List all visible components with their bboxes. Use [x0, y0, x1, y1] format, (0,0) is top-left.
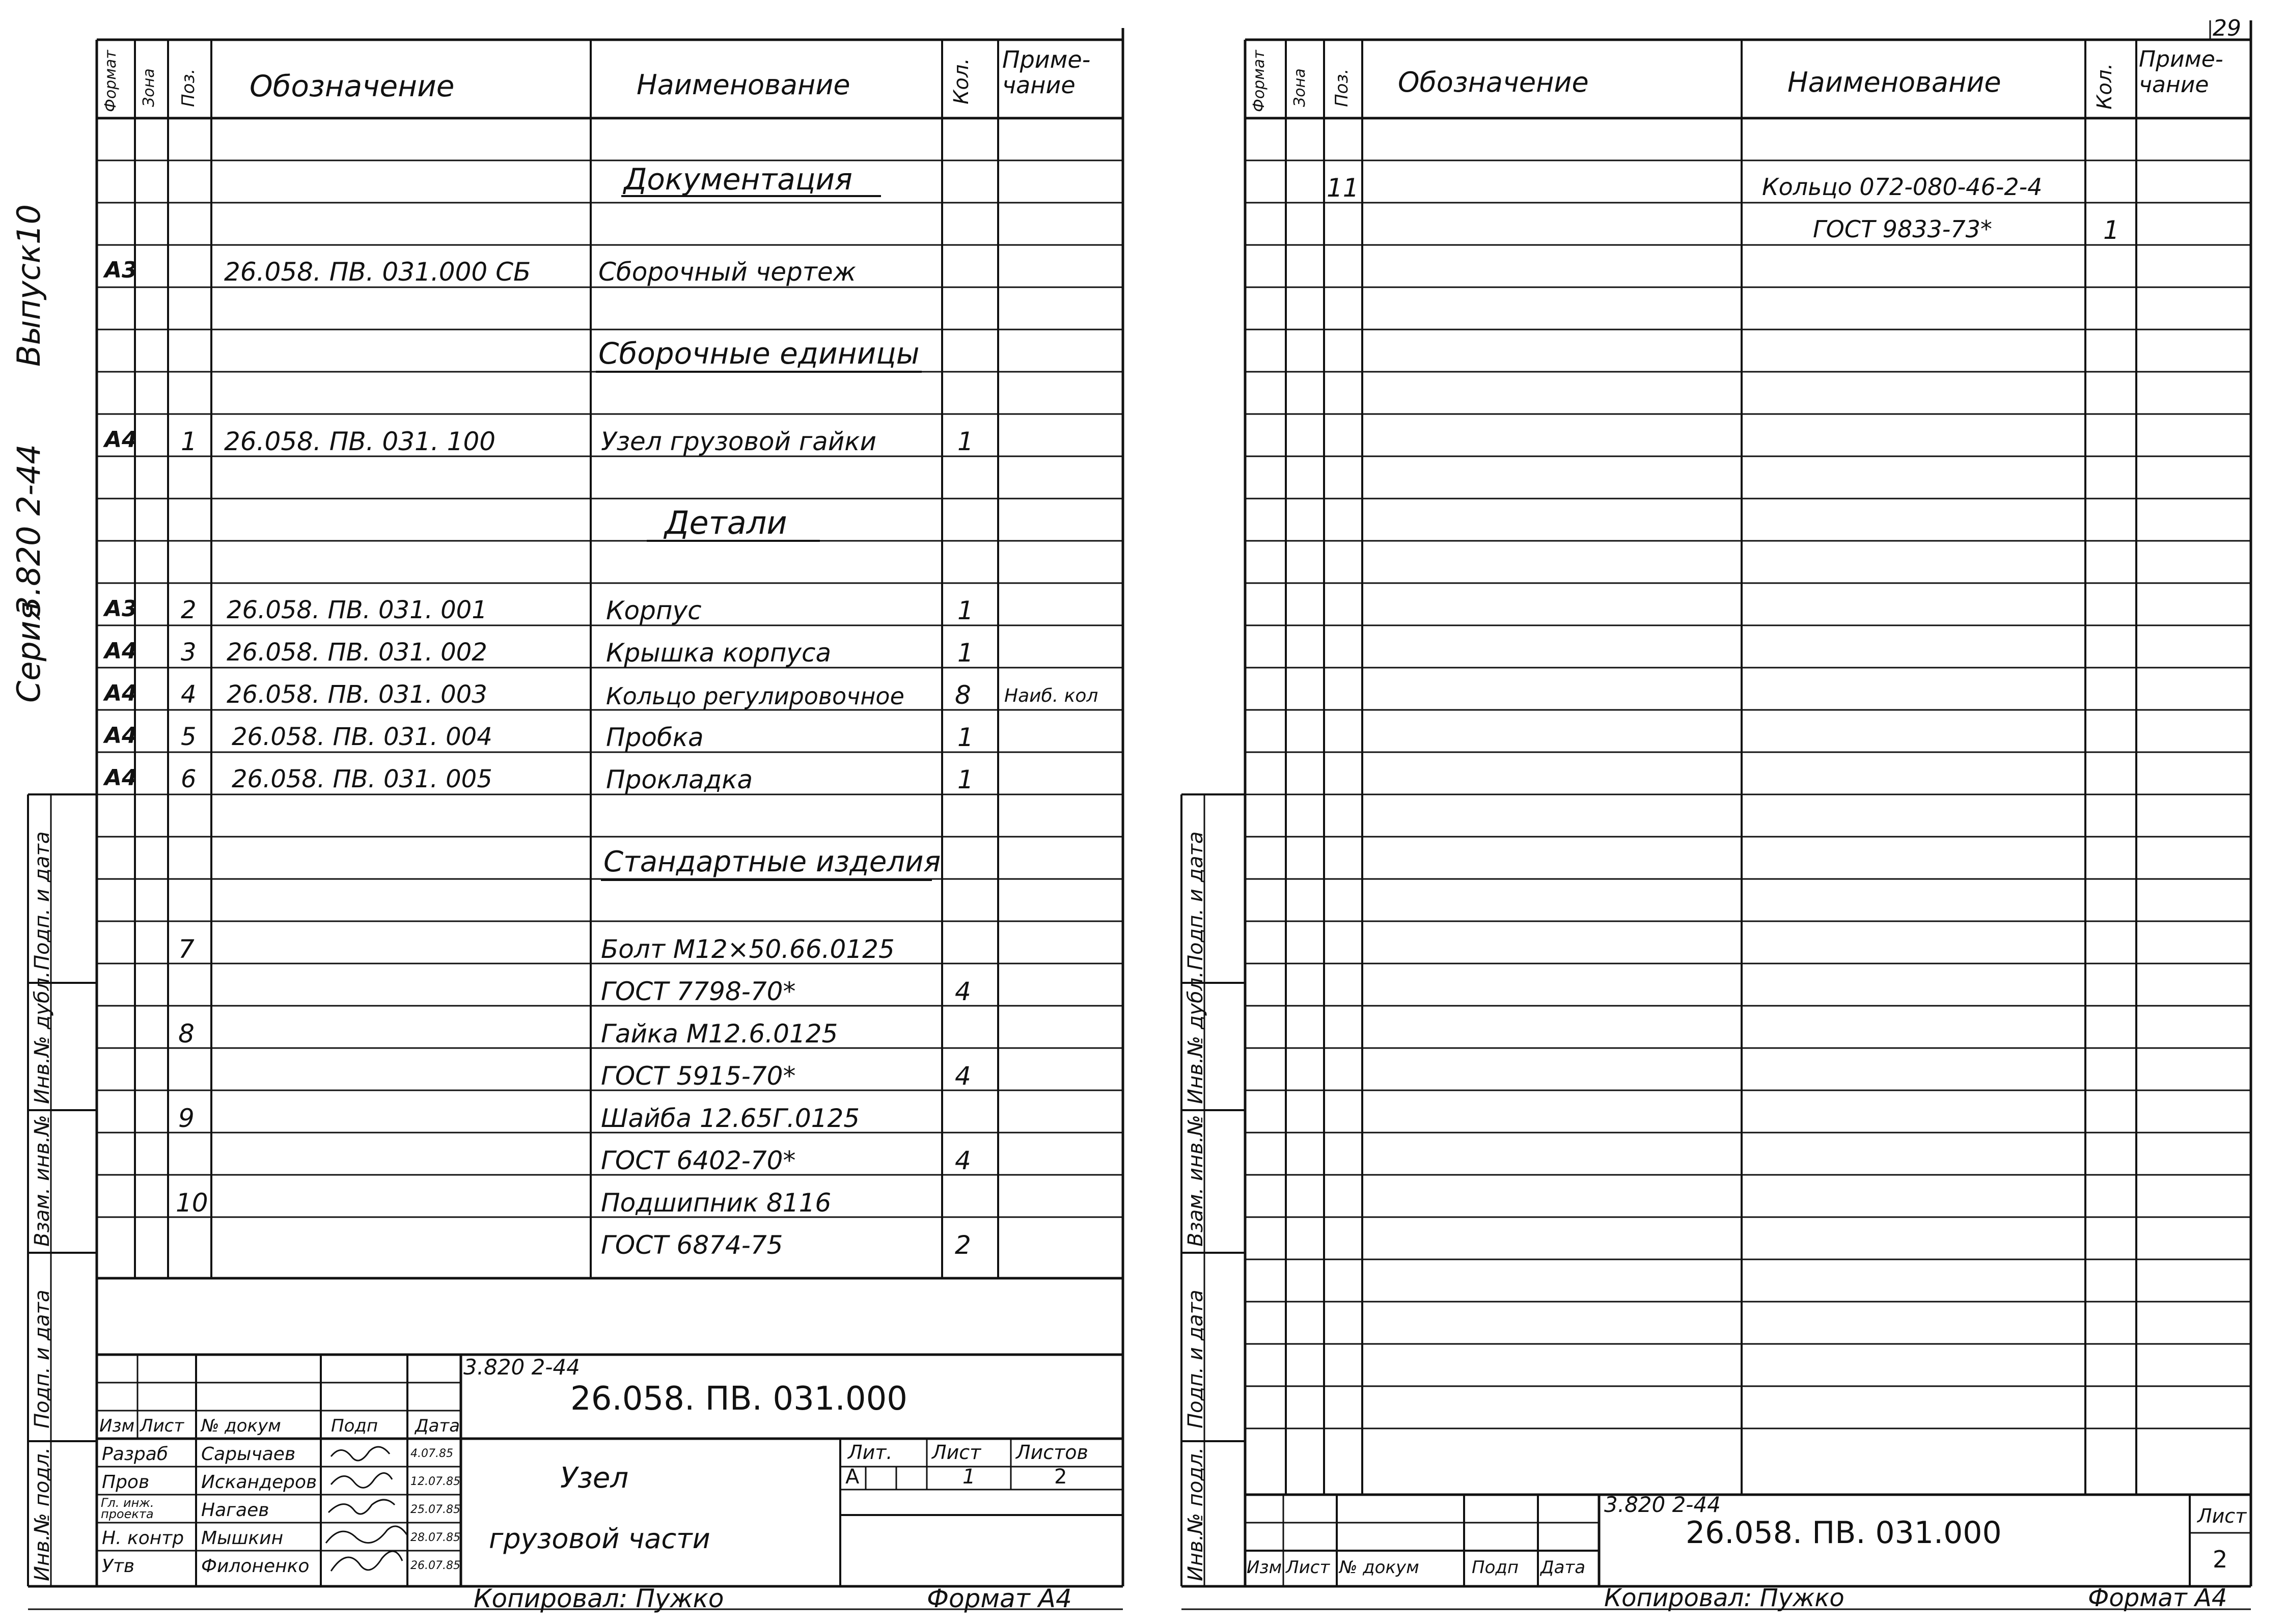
title-block-person: Мышкин	[201, 1528, 284, 1549]
title-block-role: Разраб	[102, 1444, 169, 1465]
issue-value: 10	[10, 204, 47, 244]
title-block-role: Утв	[102, 1556, 135, 1577]
strip2-field-dup-inv: Инв.№ дубл.	[1184, 971, 1207, 1104]
col2-header-pos: Поз.	[1332, 68, 1352, 107]
section-title-parts: Детали	[665, 504, 787, 541]
title-block-role: Гл. инж. проекта	[101, 1496, 154, 1521]
row-qty: 1	[957, 765, 974, 794]
col-header-qty: Кол.	[950, 58, 973, 104]
title-block-sheet-label: Лист	[932, 1441, 981, 1464]
row-pos: 4	[181, 680, 197, 709]
title-block-role: Пров	[102, 1472, 150, 1493]
title-block-sheets-label: Листов	[1016, 1441, 1088, 1464]
title-block-person: Сарычаев	[201, 1444, 296, 1465]
title-block-date: 26.07.85	[410, 1559, 460, 1572]
title-block-header-date: Дата	[415, 1416, 460, 1436]
row-qty: 2	[955, 1230, 971, 1260]
row-name: ГОСТ 7798-70*	[601, 977, 796, 1006]
row-name: Шайба 12.65Г.0125	[601, 1104, 860, 1133]
title-block-series-code: 3.820 2-44	[463, 1355, 580, 1380]
row-format: А4	[104, 765, 137, 791]
col2-header-name: Наименование	[1787, 66, 2001, 98]
row-qty: 4	[955, 1146, 971, 1175]
title-block-person: Искандеров	[201, 1472, 317, 1493]
strip-field-sign-date-1: Подп. и дата	[31, 831, 54, 970]
row-designation: 26.058. ПВ. 031.000 СБ	[224, 257, 531, 287]
sheet2-row-qty: 1	[2103, 215, 2119, 245]
row-name: Сборочный чертеж	[598, 257, 856, 287]
col2-header-qty: Кол.	[2093, 63, 2116, 109]
title-block-person: Нагаев	[201, 1500, 269, 1521]
strip-field-orig-inv: Инв.№ подл.	[31, 1447, 54, 1581]
series-label: Серия	[10, 601, 47, 703]
row-name: Болт М12×50.66.0125	[601, 934, 895, 964]
title-block-header-sign: Подп	[331, 1416, 378, 1436]
sheet2-series-code: 3.820 2-44	[1604, 1492, 1721, 1517]
row-format: А4	[104, 680, 137, 706]
footer-format: Формат А4	[927, 1584, 1072, 1613]
section-title-assembly-units: Сборочные единицы	[598, 336, 920, 371]
title-block-date: 4.07.85	[410, 1447, 453, 1460]
row-name: Прокладка	[606, 765, 753, 794]
col-header-format: Формат	[102, 50, 120, 112]
row-qty: 4	[955, 977, 971, 1006]
strip2-field-sign-date-1: Подп. и дата	[1184, 831, 1207, 970]
row-qty: 8	[955, 680, 971, 710]
row-pos: 1	[181, 427, 197, 456]
title-block-date: 28.07.85	[410, 1531, 460, 1544]
row-name: Узел грузовой гайки	[601, 427, 876, 456]
title-block-header-izm: Изм	[99, 1416, 135, 1436]
strip2-field-orig-inv: Инв.№ подл.	[1184, 1447, 1207, 1581]
row-designation: 26.058. ПВ. 031. 003	[227, 680, 487, 709]
title-block-sheet-value: 1	[962, 1465, 976, 1489]
row-designation: 26.058. ПВ. 031. 005	[232, 765, 492, 793]
title-block-header-doc: № докум	[201, 1416, 281, 1436]
series-value: 3.820 2-44	[10, 444, 47, 616]
title-block-role: Н. контр	[102, 1528, 184, 1549]
strip-field-replace-inv: Взам. инв.№	[31, 1115, 54, 1247]
row-pos: 7	[178, 934, 195, 964]
row-name: Корпус	[606, 596, 702, 625]
row-name: Крышка корпуса	[606, 638, 832, 668]
row-name: ГОСТ 5915-70*	[601, 1061, 796, 1091]
row-designation: 26.058. ПВ. 031. 004	[232, 723, 492, 751]
row-format: А4	[104, 638, 137, 664]
col2-header-zone: Зона	[1291, 68, 1309, 107]
title-block-lit-value: А	[845, 1465, 860, 1489]
row-designation: 26.058. ПВ. 031. 100	[224, 427, 496, 456]
col-header-designation: Обозначение	[250, 69, 455, 103]
strip2-field-replace-inv: Взам. инв.№	[1184, 1115, 1207, 1247]
col2-header-format: Формат	[1250, 50, 1268, 112]
footer2-format: Формат А4	[2088, 1584, 2227, 1612]
title-block-header-list: Лист	[140, 1416, 184, 1436]
footer2-copied-by: Копировал: Пужко	[1604, 1584, 1844, 1612]
title-block-person: Филоненко	[201, 1556, 310, 1577]
row-format: А4	[104, 427, 137, 453]
col-header-zone: Зона	[140, 68, 158, 107]
title-block-lit-label: Лит.	[848, 1441, 893, 1464]
row-name: ГОСТ 6402-70*	[601, 1146, 796, 1175]
title-block-document-code: 26.058. ПВ. 031.000	[570, 1380, 907, 1418]
row-format: А3	[104, 596, 137, 622]
sheet2-sheet-label: Лист	[2197, 1505, 2247, 1527]
sheet2-header-doc: № докум	[1339, 1557, 1419, 1578]
sheet2-row-name: ГОСТ 9833-73*	[1813, 215, 1992, 243]
row-qty: 1	[957, 638, 974, 668]
col-header-pos: Поз.	[178, 68, 199, 107]
row-format: А4	[104, 723, 137, 749]
sheet2-row-name: Кольцо 072-080-46-2-4	[1762, 173, 2043, 201]
row-qty: 1	[957, 596, 974, 625]
row-pos: 3	[181, 638, 197, 667]
row-pos: 6	[181, 765, 197, 793]
col-header-note: Приме-чание	[1002, 46, 1091, 99]
sheet2-header-sign: Подп	[1472, 1557, 1519, 1578]
row-name: Пробка	[606, 723, 704, 752]
col2-header-note: Приме-чание	[2139, 46, 2223, 98]
row-pos: 10	[176, 1188, 208, 1218]
strip-field-dup-inv: Инв.№ дубл.	[31, 971, 54, 1104]
sheet2-sheet-value: 2	[2213, 1546, 2228, 1573]
section-title-documentation: Документация	[624, 162, 852, 197]
row-qty: 1	[957, 723, 974, 752]
col2-header-designation: Обозначение	[1398, 66, 1589, 98]
row-pos: 2	[181, 596, 197, 624]
issue-label: Выпуск	[10, 244, 47, 367]
row-name: Подшипник 8116	[601, 1188, 832, 1218]
strip-field-sign-date-2: Подп. и дата	[31, 1289, 54, 1428]
title-block-title-line2: грузовой части	[489, 1523, 710, 1555]
row-name: Гайка М12.6.0125	[601, 1019, 838, 1049]
page-number: 29	[2213, 15, 2241, 41]
title-block-sheets-value: 2	[1054, 1465, 1067, 1489]
row-note: Наиб. кол	[1004, 685, 1098, 706]
row-pos: 8	[178, 1019, 195, 1049]
title-block-date: 12.07.85	[410, 1475, 460, 1488]
row-name: Кольцо регулировочное	[606, 682, 904, 710]
title-block-date: 25.07.85	[410, 1503, 460, 1516]
row-pos: 5	[181, 723, 197, 751]
row-name: ГОСТ 6874-75	[601, 1230, 783, 1260]
sheet2-header-izm: Изм	[1247, 1557, 1282, 1578]
row-qty: 1	[957, 427, 974, 456]
row-qty: 4	[955, 1061, 971, 1091]
footer-copied-by: Копировал: Пужко	[474, 1584, 724, 1613]
row-designation: 26.058. ПВ. 031. 001	[227, 596, 487, 624]
title-block-title-line1: Узел	[560, 1462, 629, 1495]
row-format: А3	[104, 257, 137, 283]
sheet2-document-code: 26.058. ПВ. 031.000	[1686, 1515, 2002, 1551]
row-pos: 9	[178, 1104, 195, 1133]
section-title-standard-items: Стандартные изделия	[603, 845, 941, 878]
sheet2-row-pos: 11	[1327, 173, 1359, 203]
row-designation: 26.058. ПВ. 031. 002	[227, 638, 487, 667]
sheet2-header-date: Дата	[1540, 1557, 1586, 1578]
sheet2-header-list: Лист	[1286, 1557, 1330, 1578]
strip2-field-sign-date-2: Подп. и дата	[1184, 1289, 1207, 1428]
col-header-name: Наименование	[637, 69, 850, 101]
